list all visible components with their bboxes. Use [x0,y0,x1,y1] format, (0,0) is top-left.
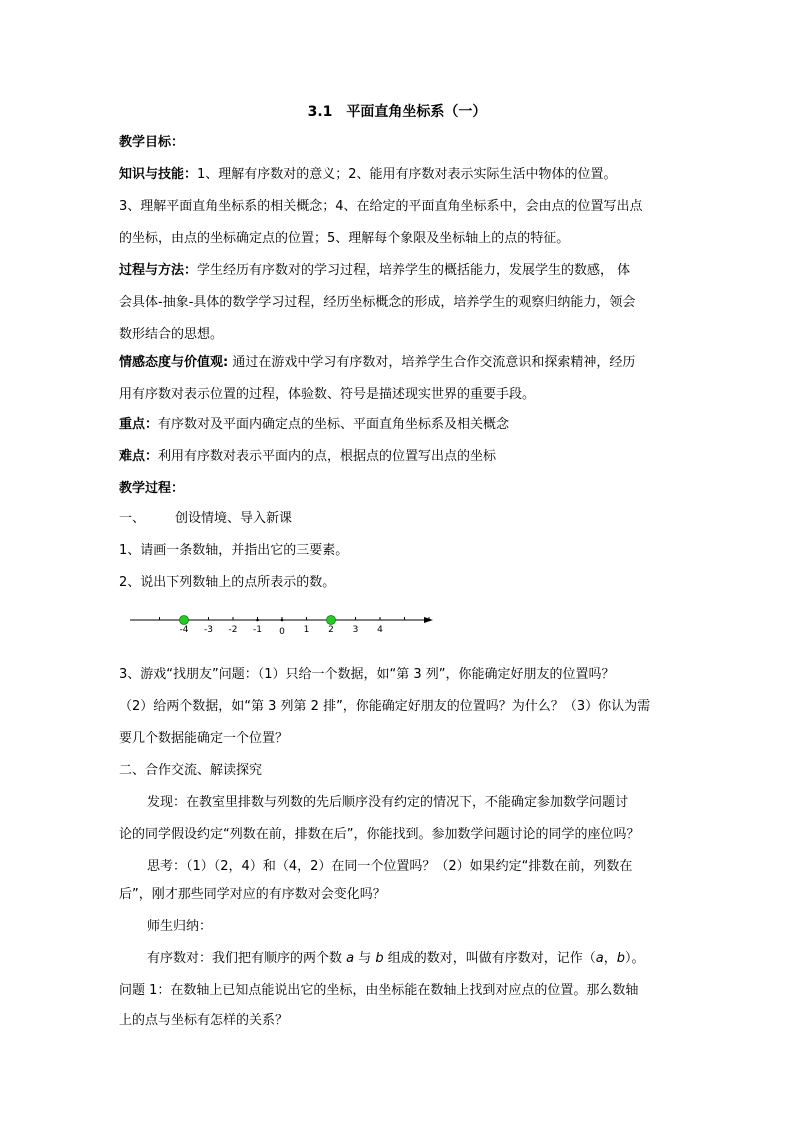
question-1: 1、请画一条数轴，并指出它的三要素。 [119,543,349,558]
number-line-dot [281,619,284,622]
process-line-1 [119,261,679,281]
var-b-2: b [616,951,626,966]
knowledge-text-1: 1、理解有序数对的意义；2、能用有序数对表示实际生活中物体的位置。 [197,167,617,182]
key-label: 重点： [119,417,159,432]
difficulty-label: 难点： [119,449,159,464]
difficulty-line [119,447,679,467]
number-line-labels [180,625,384,637]
section-1-heading [119,509,679,529]
discovery-line-1: 发现：在教室里排数与列数的先后顺序没有约定的情况下，不能确定参加数学问题讨 [147,795,629,810]
number-line-tick-label: 2 [328,625,334,635]
ordered-pair-comma: ， [603,951,617,966]
number-line-tick-label: 4 [377,625,383,635]
section-1-title: 创设情境、导入新课 [175,511,293,526]
section-1-number: 一、 [119,511,146,526]
problem-1-line-1: 问题 1：在数轴上已知点能说出它的坐标，由坐标能在数轴上找到对应点的位置。那么数轴 [119,983,639,998]
question-2: 2、说出下列数轴上的点所表示的数。 [119,575,336,590]
number-line-tick-label: 0 [279,627,285,637]
number-line-tick-label: -4 [179,625,189,635]
attitude-line-2: 用有序数对表示位置的过程，体验数、符号是描述现实世界的重要手段。 [119,387,536,402]
ordered-pair-end: ）。 [625,951,645,966]
ordered-pair-post: 组成的数对，叫做有序数对，记作（ [383,951,596,966]
goals-heading: 教学目标： [119,135,185,150]
think-line-1: 思考：（1）（2，4）和（4，2）在同一个位置吗？（2）如果约定“排数在前，列数在 [147,859,633,874]
var-b: b [375,951,384,966]
number-line-figure [128,605,438,639]
attitude-text-1: 通过在游戏中学习有序数对，培养学生合作交流意识和探索精神，经历 [228,355,636,370]
ordered-pair-mid: 与 [354,951,376,966]
key-line [119,415,679,435]
marked-point [180,616,189,625]
knowledge-line-1 [119,165,679,185]
marked-point [327,616,336,625]
ordered-pair-pre: 有序数对：我们把有顺序的两个数 [147,951,347,966]
number-line-tick-label: -1 [253,625,262,635]
var-a-2: a [595,951,604,966]
process-heading: 教学过程： [119,481,185,496]
knowledge-label: 知识与技能： [119,167,198,182]
number-line-dot [256,619,259,622]
attitude-line-1 [119,353,679,373]
knowledge-line-3: 的坐标，由点的坐标确定点的位置；5、理解每个象限及坐标轴上的点的特征。 [119,231,570,246]
attitude-label: 情感态度与价值观: [119,355,229,370]
section-2-heading: 二、合作交流、解读探究 [119,763,263,778]
problem-1-line-2: 上的点与坐标有怎样的关系？ [119,1013,289,1028]
number-line-tick-label: -3 [204,625,213,635]
question-3-line-1: 3、游戏“找朋友”问题：（1）只给一个数据，如“第 3 列”，你能确定好朋友的位置吗？ [119,667,615,682]
question-3-line-3: 要几个数据能确定一个位置？ [119,731,289,746]
question-3-line-2: （2）给两个数据，如“第 3 列第 2 排”，你能确定好朋友的位置吗？为什么？（3）你认为需 [119,699,651,714]
summary-label: 师生归纳： [147,919,213,934]
process-line-3: 数形结合的思想。 [119,327,224,342]
number-line-tick-label: 3 [352,625,359,635]
process-text-1: 学生经历有序数对的学习过程，培养学生的概括能力，发展学生的数感， 体 [197,263,631,278]
difficulty-text: 利用有序数对表示平面内的点，根据点的位置写出点的坐标 [158,449,497,464]
process-line-2: 会具体-抽象-具体的数学学习过程，经历坐标概念的形成，培养学生的观察归纳能力，领会 [119,295,636,310]
key-text: 有序数对及平面内确定点的坐标、平面直角坐标系及相关概念 [158,417,510,432]
knowledge-line-2: 3、理解平面直角坐标系的相关概念；4、在给定的平面直角坐标系中，会由点的位置写出点 [119,199,643,214]
process-label: 过程与方法： [119,263,198,278]
number-line-tick-label: 1 [303,625,310,635]
number-line-tick-label: -2 [228,625,238,635]
page-title: 3.1 平面直角坐标系（一） [307,104,487,120]
var-a: a [346,951,355,966]
think-line-2: 后”，刚才那些同学对应的有序数对会变化吗？ [119,887,386,902]
discovery-line-2: 论的同学假设约定“列数在前，排数在后”，你能找到。参加数学问题讨论的同学的座位吗？ [119,827,640,842]
ordered-pair-definition [147,949,707,969]
